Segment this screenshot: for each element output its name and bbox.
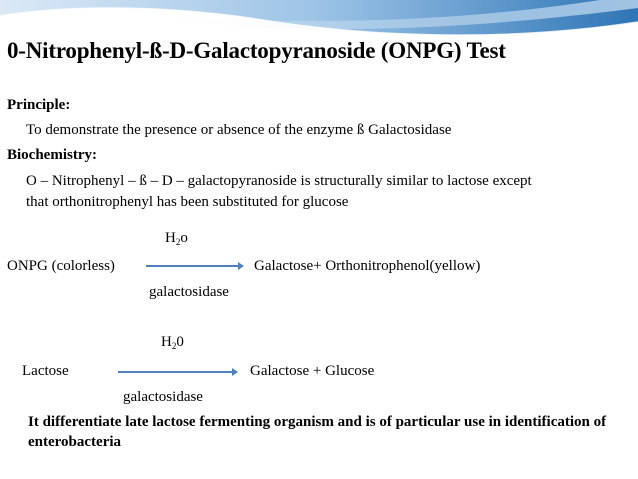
reaction1-reagent: $H_2o$ (165, 230, 188, 247)
reaction2-substrate: Lactose (22, 363, 69, 379)
reaction2-products: Galactose + Glucose (250, 363, 375, 379)
reaction1-substrate: ONPG (colorless) (7, 258, 115, 274)
reaction2-arrow (118, 371, 236, 373)
reaction1-products: Galactose+ Orthonitrophenol(yellow) (254, 258, 481, 274)
biochemistry-label: Biochemistry: (7, 147, 97, 163)
principle-label: Principle: (7, 97, 71, 113)
slide-title: 0-Nitrophenyl-ß-D-Galactopyranoside (ONPG) Test (7, 38, 506, 63)
reaction2-enzyme: galactosidase (123, 389, 203, 405)
reaction1-enzyme: galactosidase (149, 284, 229, 300)
biochemistry-text-line1: O – Nitrophenyl – ß – D – galactopyranoside is structurally similar to lactose except (26, 173, 532, 189)
reaction2-reagent: $H_20$ (161, 334, 184, 351)
biochemistry-text-line2: that orthonitrophenyl has been substituted for glucose (26, 194, 349, 210)
reaction1-arrow (146, 265, 242, 267)
conclusion-note: It differentiate late lactose fermenting organism and is of particular use in identification of enterobacteria (28, 414, 607, 450)
principle-text: To demonstrate the presence or absence of the enzyme ß Galactosidase (26, 122, 452, 138)
